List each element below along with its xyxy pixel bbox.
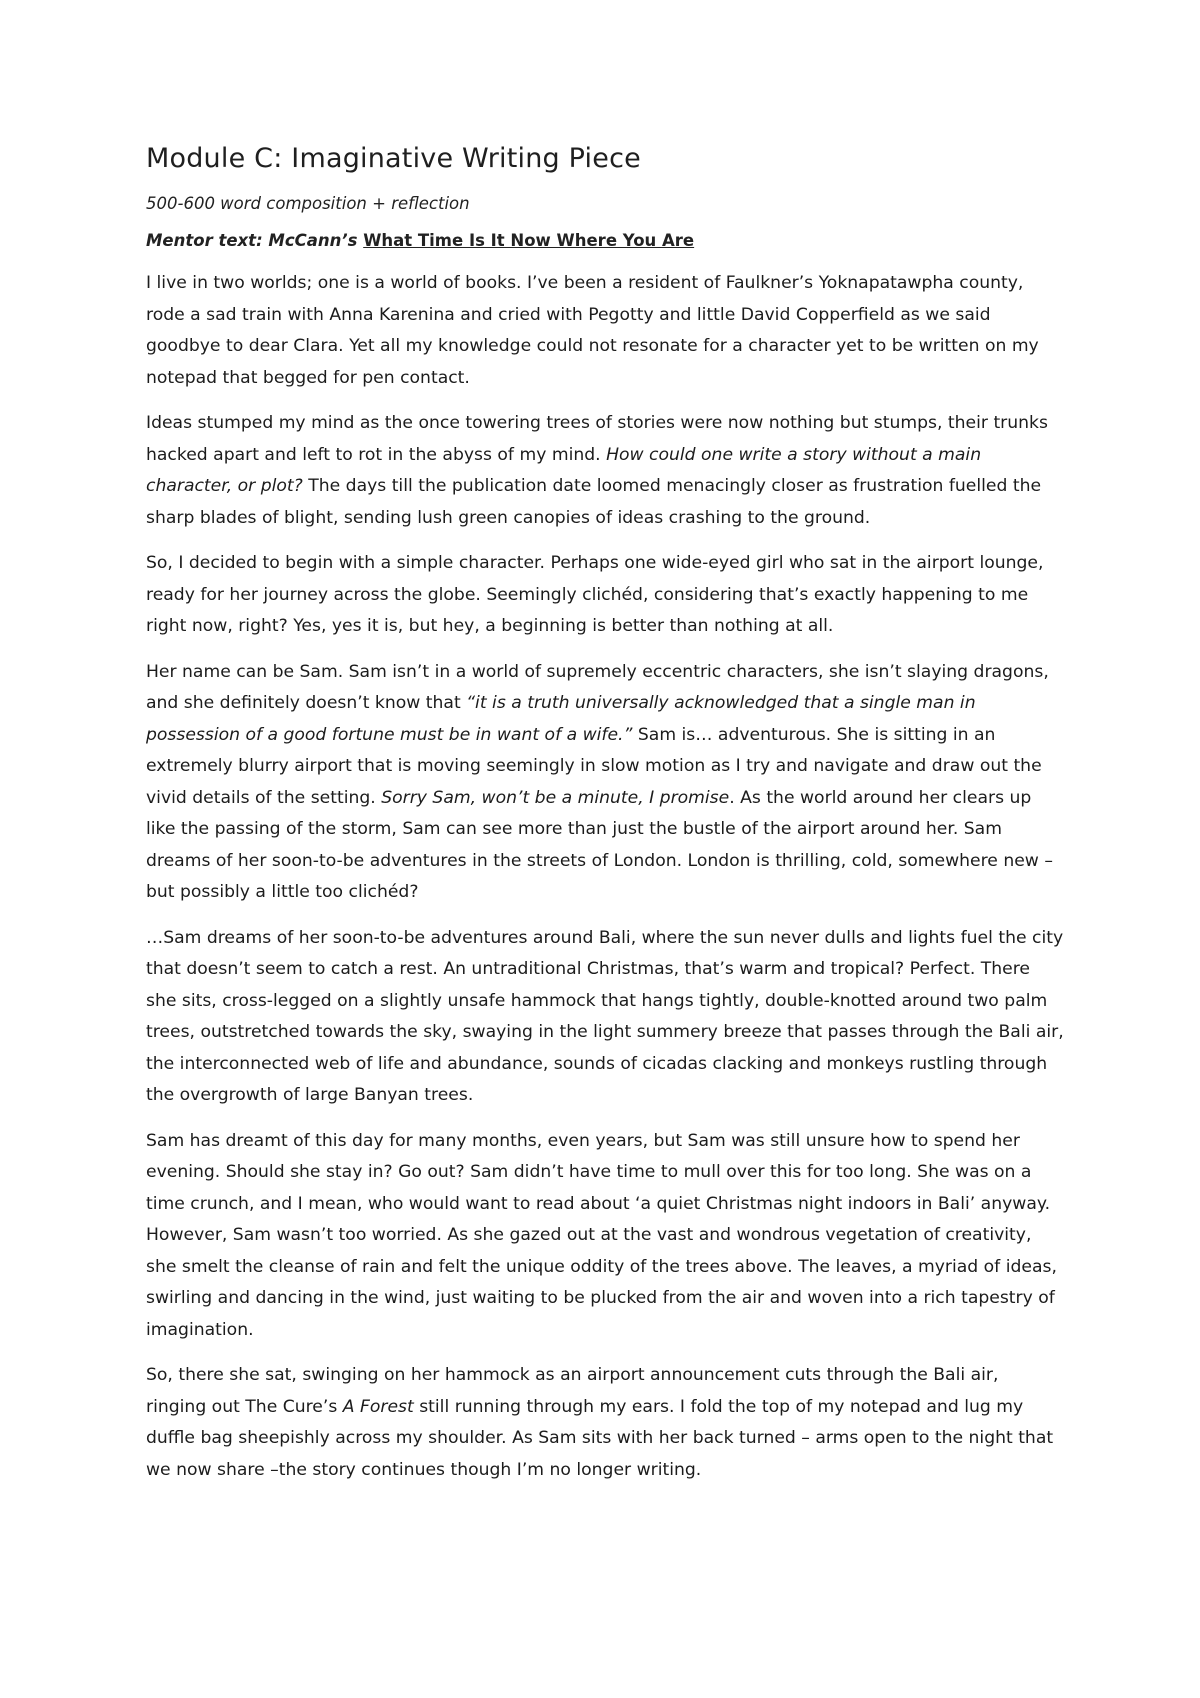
- text-run: The days till the publication date loomed menacingly closer as frustration fuelled the sharp blades of blight, sending lush green canopies of ideas crashing to the ground.: [146, 476, 1042, 528]
- italic-text-run: How could one write a story without a main character, or plot?: [146, 444, 982, 496]
- text-run: Sam is… adventurous. She is sitting in an extremely blurry airport that is moving seemingly in slow motion as I try and navigate and draw out the vivid details of the setting.: [146, 724, 1042, 808]
- italic-text-run: A Forest: [342, 1396, 414, 1417]
- text-run: So, I decided to begin with a simple character. Perhaps one wide-eyed girl who sat in the airport lounge, ready for her journey across the globe. Seemingly clichéd, considering that’s exactly happening to me right now, right? Yes, yes it is, but hey, a beginning is better than nothing at all.: [146, 553, 1044, 636]
- mentor-text-line: [146, 231, 1064, 250]
- italic-text-run: Sorry Sam, won’t be a minute, I promise: [381, 787, 730, 808]
- body-paragraph: [146, 548, 1064, 643]
- body-paragraph: [146, 923, 1064, 1112]
- mentor-text-title: What Time Is It Now Where You Are: [363, 231, 695, 250]
- text-run: . As the world around her clears up like the passing of the storm, Sam can see more than just the bustle of the airport around her. Sam dreams of her soon-to-be adventures in the streets of London. London is thrilling, cold, somewhere new – but possibly a little too clichéd?: [146, 787, 1053, 902]
- text-run: Her name can be Sam. Sam isn’t in a world of supremely eccentric characters, she isn’t slaying dragons, and she definitely doesn’t know that: [146, 661, 1049, 713]
- document-subtitle: 500-600 word composition + reflection: [146, 194, 470, 213]
- body-paragraph: [146, 1360, 1064, 1486]
- italic-text-run: “it is a truth universally acknowledged that a single man in possession of a good fortune must be in want of a wife.”: [146, 693, 976, 745]
- body-paragraph: [146, 657, 1064, 909]
- body-paragraph: [146, 1126, 1064, 1347]
- text-run: Sam has dreamt of this day for many months, even years, but Sam was still unsure how to spend her evening. Should she stay in? Go out? Sam didn’t have time to mull over this for too long. She was on a time crunch, and I mean, who would want to read about ‘a quiet Christmas night indoors in Bali’ anyway. However, Sam wasn’t too worried. As she gazed out at the vast and wondrous vegetation of creativity, she smelt the cleanse of rain and felt the unique oddity of the trees above. The leaves, a myriad of ideas, swirling and dancing in the wind, just waiting to be plucked from the air and woven into a rich tapestry of imagination.: [146, 1130, 1057, 1340]
- document-title: Module C: Imaginative Writing Piece: [146, 143, 641, 174]
- document-body: [146, 143, 1064, 1500]
- text-run: …Sam dreams of her soon-to-be adventures around Bali, where the sun never dulls and lights fuel the city that doesn’t seem to catch a rest. An untraditional Christmas, that’s warm and tropical? Perfect. There she sits, cross-legged on a slightly unsafe hammock that hangs tightly, double-knotted around two palm trees, outstretched towards the sky, swaying in the light summery breeze that passes through the Bali air, the interconnected web of life and abundance, sounds of cicadas clacking and monkeys rustling through the overgrowth of large Banyan trees.: [146, 927, 1064, 1105]
- mentor-text-prefix: Mentor text: McCann’s: [146, 231, 364, 250]
- text-run: I live in two worlds; one is a world of books. I’ve been a resident of Faulkner’s Yoknapatawpha county, rode a sad train with Anna Karenina and cried with Pegotty and little David Copperfield as we said goodbye to dear Clara. Yet all my knowledge could not resonate for a character yet to be written on my notepad that begged for pen contact.: [146, 273, 1039, 388]
- body-paragraph: [146, 268, 1064, 394]
- text-run: Ideas stumped my mind as the once towering trees of stories were now nothing but stumps, their trunks hacked apart and left to rot in the abyss of my mind.: [146, 413, 1048, 465]
- text-run: So, there she sat, swinging on her hammock as an airport announcement cuts through the Bali air, ringing out The Cure’s: [146, 1365, 999, 1417]
- body-paragraph: [146, 408, 1064, 534]
- body-paragraphs: [146, 268, 1064, 1486]
- text-run: still running through my ears. I fold the top of my notepad and lug my duffle bag sheepishly across my shoulder. As Sam sits with her back turned – arms open to the night that we now share –the story continues though I’m no longer writing.: [146, 1396, 1054, 1480]
